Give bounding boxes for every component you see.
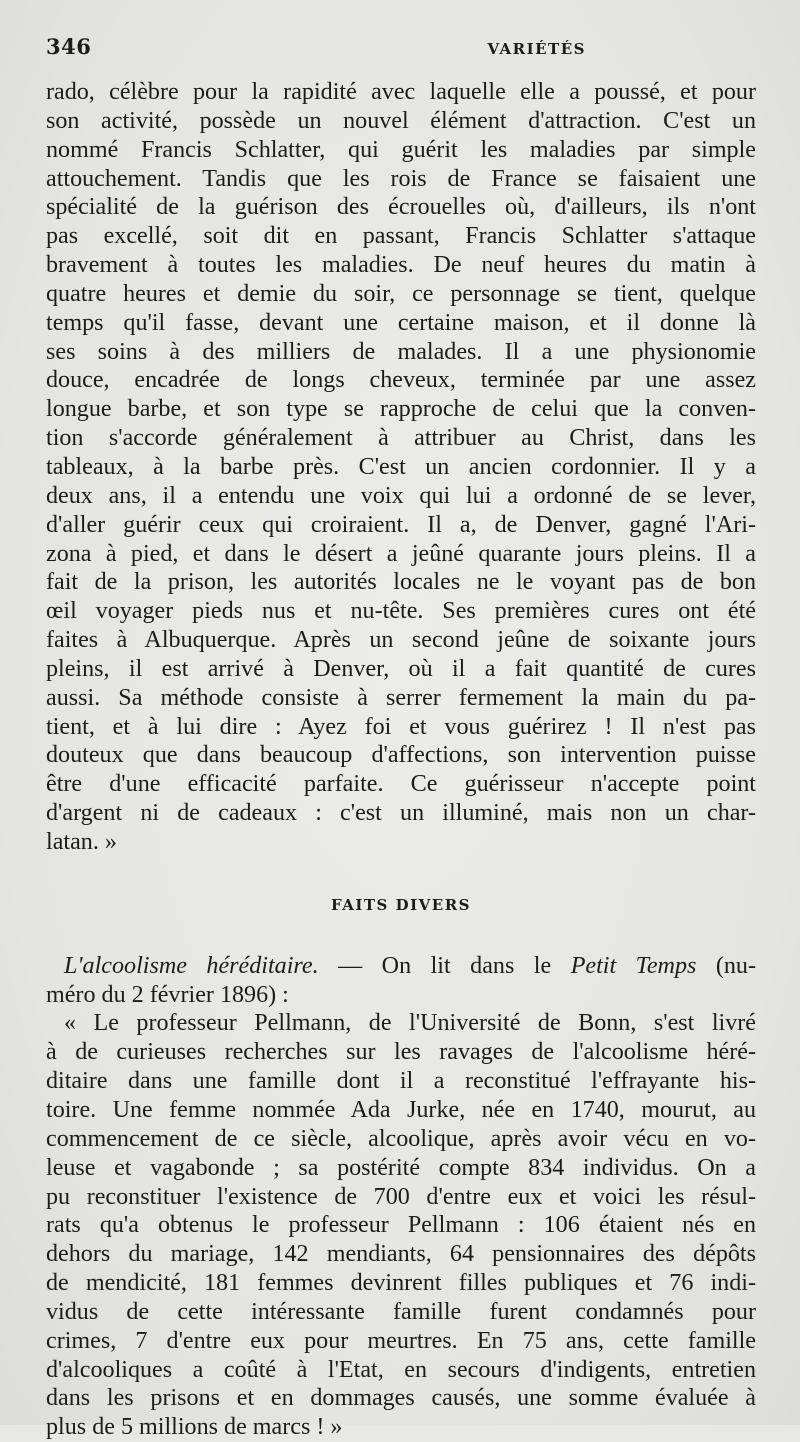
- text-line: tableaux, à la barbe près. C'est un ancien cordonnier. Il y a: [46, 453, 756, 480]
- text-line: d'aller guérir ceux qui croiraient. Il a, de Denver, gagné l'Ari-: [46, 511, 756, 538]
- text-line: vidus de cette intéressante famille furent condamnés pour: [46, 1298, 756, 1325]
- text-line: d'argent ni de cadeaux : c'est un illuminé, mais non un char-: [46, 800, 756, 827]
- article-title: L'alcoolisme héréditaire.: [64, 952, 319, 979]
- text-line: toire. Une femme nommée Ada Jurke, née en 1740, mourut, au: [46, 1097, 756, 1123]
- text-line: de mendicité, 181 femmes devinrent filles publiques et 76 indi-: [46, 1270, 756, 1297]
- section-heading: FAITS DIVERS: [330, 895, 472, 914]
- text-line: pleins, il est arrivé à Denver, où il a fait quantité de cures: [46, 655, 756, 682]
- text-line: « Le professeur Pellmann, de l'Université de Bonn, s'est livré: [64, 1010, 756, 1037]
- text-line: tion s'accorde généralement à attribuer au Christ, dans les: [46, 425, 756, 452]
- text-line: ditaire dans une famille dont il a reconstitué l'effrayante his-: [46, 1068, 756, 1095]
- text-line: à de curieuses recherches sur les ravages de l'alcoolisme héré-: [46, 1039, 756, 1066]
- paragraph-schlatter: [46, 78, 756, 857]
- text-line: dehors du mariage, 142 mendiants, 64 pensionnaires des dépôts: [46, 1241, 756, 1268]
- text-line: leuse et vagabonde ; sa postérité compte 834 individus. On a: [46, 1154, 756, 1181]
- text-line: bravement à toutes les maladies. De neuf heures du matin à: [46, 252, 756, 279]
- page-number: 346: [46, 34, 92, 59]
- text-line: quatre heures et demie du soir, ce personnage se tient, quelque: [46, 280, 756, 307]
- text-line: être d'une efficacité parfaite. Ce guérisseur n'accepte point: [46, 771, 756, 798]
- text-line: spécialité de la guérison des écrouelles où, d'ailleurs, ils n'ont: [46, 194, 756, 221]
- text-line: longue barbe, et son type se rapproche de celui que la conven-: [46, 396, 756, 423]
- text-line: son activité, possède un nouvel élément d'attraction. C'est un: [46, 107, 756, 134]
- text-line: faites à Albuquerque. Après un second jeûne de soixante jours: [46, 627, 756, 654]
- text-line: pas excellé, soit dit en passant, Francis Schlatter s'attaque: [46, 223, 756, 250]
- text-line: ses soins à des milliers de malades. Il a une physionomie: [46, 338, 756, 365]
- text-line: fait de la prison, les autorités locales ne le voyant pas de bon: [46, 569, 756, 596]
- text-line: deux ans, il a entendu une voix qui lui a ordonné de se lever,: [46, 482, 756, 509]
- text-line: méro du 2 février 1896) :: [46, 981, 289, 1008]
- text-line: douce, encadrée de longs cheveux, terminée par une assez: [46, 367, 756, 394]
- text-line: œil voyager pieds nus et nu-tête. Ses premières cures ont été: [46, 598, 756, 625]
- running-head: [46, 34, 756, 78]
- text-line: rats qu'a obtenus le professeur Pellmann : 106 étaient nés en: [46, 1212, 756, 1239]
- text-line: latan. »: [46, 828, 117, 855]
- article-lead-line: [46, 952, 756, 981]
- running-title: VARIÉTÉS: [487, 40, 586, 58]
- text-line: crimes, 7 d'entre eux pour meurtres. En 75 ans, cette famille: [46, 1327, 756, 1354]
- article-intro-b: (nu-: [696, 952, 756, 979]
- article-source: Petit Temps: [570, 952, 697, 979]
- text-line: d'alcooliques a coûté à l'Etat, en secours d'indigents, entretien: [46, 1356, 756, 1383]
- text-line: plus de 5 millions de marcs ! »: [46, 1414, 343, 1441]
- text-line: aussi. Sa méthode consiste à serrer fermement la main du pa-: [46, 684, 756, 711]
- text-line: dans les prisons et en dommages causés, une somme évaluée à: [46, 1385, 756, 1412]
- text-line: zona à pied, et dans le désert a jeûné quarante jours pleins. Il a: [46, 540, 756, 567]
- text-line: pu reconstituer l'existence de 700 d'entre eux et voici les résul-: [46, 1183, 756, 1210]
- text-line: attouchement. Tandis que les rois de France se faisaient une: [46, 165, 756, 192]
- text-line: tient, et à lui dire : Ayez foi et vous guérirez ! Il n'est pas: [46, 713, 756, 740]
- text-line: temps qu'il fasse, devant une certaine maison, et il donne là: [46, 309, 756, 336]
- article-intro-a: — On lit dans le: [318, 952, 571, 979]
- article-alcoolisme: [46, 952, 756, 1442]
- text-line: nommé Francis Schlatter, qui guérit les maladies par simple: [46, 136, 756, 163]
- text-line: douteux que dans beaucoup d'affections, son intervention puisse: [46, 742, 756, 769]
- text-line: rado, célèbre pour la rapidité avec laquelle elle a poussé, et pour: [46, 79, 756, 105]
- text-line: commencement de ce siècle, alcoolique, après avoir vécu en vo-: [46, 1125, 756, 1152]
